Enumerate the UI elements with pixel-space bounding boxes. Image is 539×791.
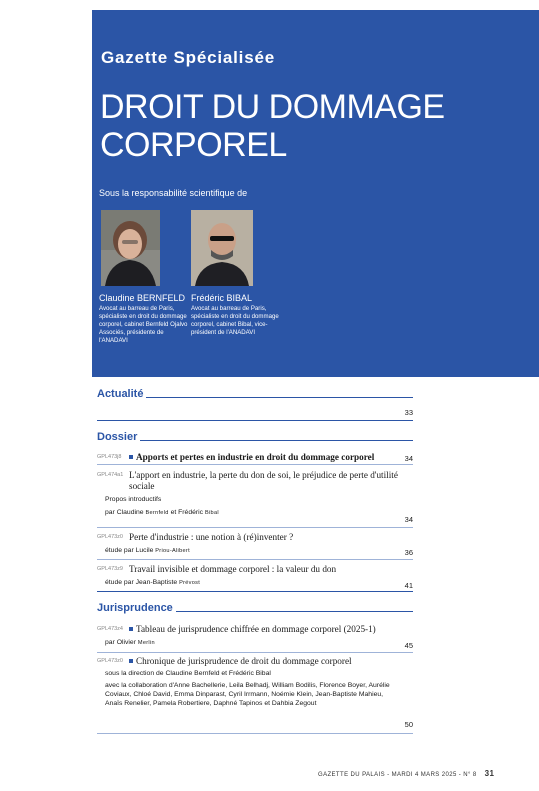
bullet-icon — [129, 627, 133, 631]
page-title — [100, 88, 445, 164]
bullet-icon — [129, 659, 133, 663]
header-banner — [92, 10, 539, 377]
photo-claudine-bernfeld — [101, 210, 160, 286]
entry-title: Tableau de jurisprudence chiffrée en dommage corporel (2025-1) — [136, 624, 376, 634]
divider — [97, 591, 413, 592]
entry-ref: GPL473j8 — [97, 454, 122, 460]
section-dossier-label: Dossier — [97, 431, 138, 443]
person2-name: Frédéric BIBAL — [191, 293, 253, 303]
entry-title: Chronique de jurisprudence de droit du dommage corporel — [136, 656, 352, 666]
entry-collaboration: avec la collaboration d'Anne Bachellerie, Leila Belhadj, William Bodilis, Florence Boyer, Aurélie Coviaux, Chloé David, Emma Dinparast, Cyril Irrmann, Noémie Klein, Jean-Baptiste Mahieu, Anaïs Renelier, Pamela Robertiere, Daphné Tapinos et Dahbia Zegout — [105, 682, 390, 707]
entry-subtitle: Propos introductifs — [105, 496, 162, 503]
entry-page: 50 — [404, 720, 413, 729]
section-jurisprudence-label: Jurisprudence — [97, 602, 173, 614]
section-jurisprudence — [97, 602, 413, 614]
toc-entry[interactable] — [97, 470, 415, 524]
entry-ref: GPL473z9 — [97, 566, 123, 572]
toc-entry[interactable] — [97, 624, 415, 648]
entry-page: 36 — [404, 548, 413, 557]
footer-page-number: 31 — [484, 769, 495, 778]
entry-ref: GPL473z0 — [97, 658, 123, 664]
person2-bio: Avocat au barreau de Paris, spécialiste en droit du dommage corporel, cabinet Bibal, vice-président de l'ANADAVI — [191, 305, 279, 336]
divider — [97, 652, 413, 653]
entry-direction: sous la direction de Claudine Bernfeld et Frédéric Bibal — [105, 670, 271, 677]
divider — [97, 527, 413, 528]
page-footer — [318, 769, 494, 778]
toc-entry[interactable] — [97, 564, 415, 588]
toc-entry[interactable] — [97, 656, 415, 729]
toc-entry[interactable] — [97, 532, 415, 556]
entry-author: par Olivier Merlin — [105, 639, 155, 646]
bullet-icon — [129, 455, 133, 459]
title-line-1: DROIT DU DOMMAGE — [100, 88, 445, 126]
entry-ref: GPL473z4 — [97, 626, 123, 632]
entry-page: 34 — [404, 454, 413, 463]
person1-bio: Avocat au barreau de Paris, spécialiste en droit du dommage corporel, cabinet Bernfeld Ojalvo Associés, présidente de l'ANADAVI — [99, 305, 188, 344]
entry-author: étude par Jean-Baptiste Prévost — [105, 579, 201, 586]
title-line-2: CORPOREL — [100, 126, 287, 164]
entry-page: 34 — [404, 515, 413, 524]
entry-author: étude par Lucile Priou-Alibert — [105, 547, 190, 554]
entry-title: Perte d'industrie : une notion à (ré)inventer ? — [129, 532, 294, 542]
entry-title: L'apport en industrie, la perte du don de soi, le préjudice de perte d'utilité sociale — [129, 470, 398, 491]
entry-title: Travail invisible et dommage corporel : la valeur du don — [129, 564, 337, 574]
section-actualite-label: Actualité — [97, 388, 144, 400]
person1-name: Claudine BERNFELD — [99, 293, 186, 303]
section-actualite — [97, 388, 413, 400]
responsibility-text: Sous la responsabilité scientifique de — [99, 188, 248, 198]
entry-author: par Claudine Bernfeld et Frédéric Bibal — [105, 509, 219, 516]
section-dossier — [97, 431, 413, 443]
toc-entry[interactable] — [97, 452, 415, 463]
actualite-page: 33 — [404, 408, 413, 417]
footer-text: GAZETTE DU PALAIS - MARDI 4 MARS 2025 - N° 8 — [318, 772, 477, 778]
divider — [97, 733, 413, 734]
entry-ref: GPL473z0 — [97, 534, 123, 540]
entry-page: 45 — [404, 641, 413, 650]
divider — [97, 464, 413, 465]
divider — [97, 559, 413, 560]
entry-page: 41 — [404, 581, 413, 590]
gazette-label: Gazette Spécialisée — [101, 48, 275, 67]
divider — [97, 420, 413, 421]
entry-title: Apports et pertes en industrie en droit du dommage corporel — [136, 452, 375, 462]
photo-frederic-bibal — [191, 210, 253, 286]
entry-ref: GPL474a1 — [97, 472, 124, 478]
